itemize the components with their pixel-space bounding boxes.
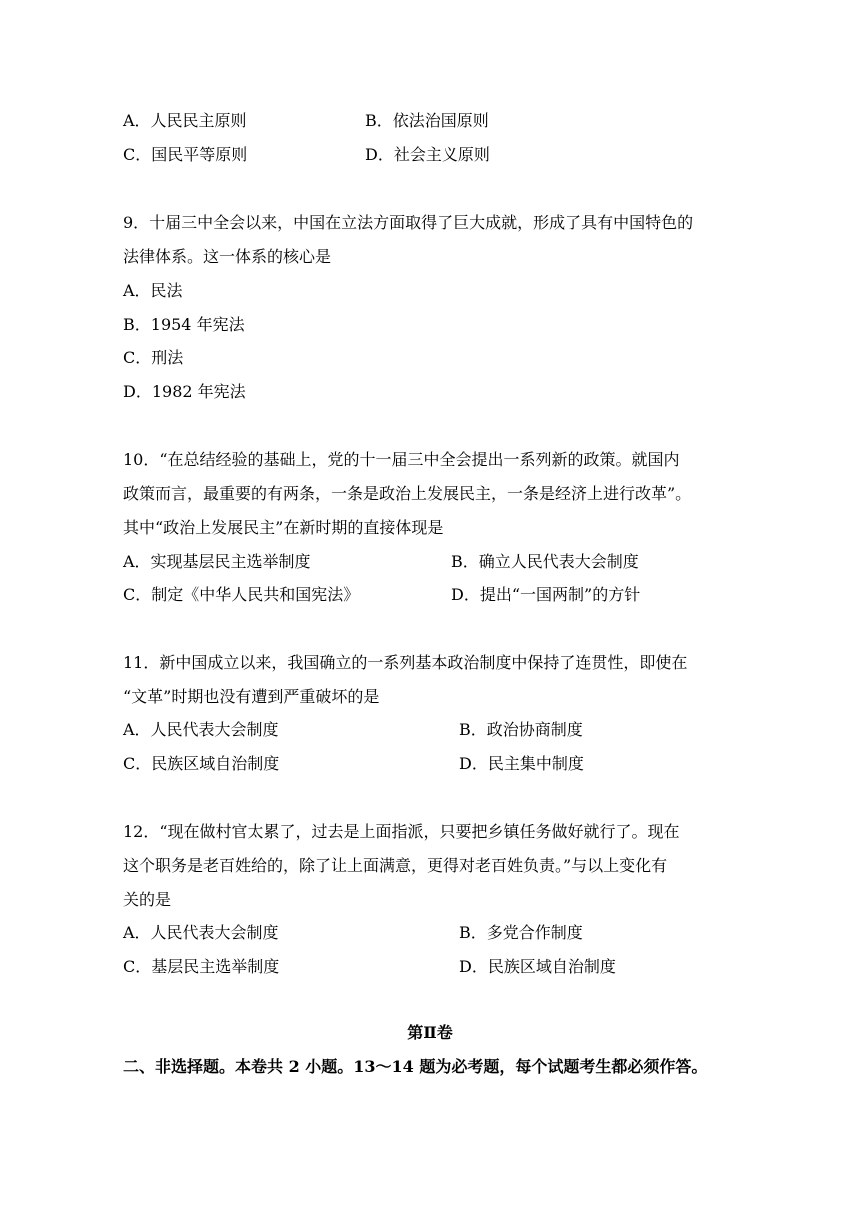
q9-stem-line2: 法律体系。这一体系的核心是 [123,247,332,266]
q10-stem-line2: 政策而言，最重要的有两条，一条是政治上发展民主，一条是经济上进行改革”。 [123,484,692,503]
q10-stem-line3: 其中“政治上发展民主”在新时期的直接体现是 [123,518,444,537]
q10-option-a: A．实现基层民主选举制度 [123,552,311,571]
q12-stem-line2: 这个职务是老百姓给的，除了让上面满意，更得对老百姓负责。”与以上变化有 [123,856,668,875]
q11-stem-line2: “文革”时期也没有遭到严重破坏的是 [123,687,380,706]
q9-option-a: A．民法 [123,281,183,300]
q12-stem-line1: 12．“现在做村官太累了，过去是上面指派，只要把乡镇任务做好就行了。现在 [123,822,680,841]
q12-option-c: C．基层民主选举制度 [123,957,280,976]
q8-option-a: A．人民民主原则 [123,111,247,130]
q12-option-a: A．人民代表大会制度 [123,923,279,942]
q8-option-d: D．社会主义原则 [365,145,490,164]
q9-option-d: D．1982 年宪法 [123,382,246,401]
q12-stem-line3: 关的是 [123,890,172,909]
q9-option-b: B．1954 年宪法 [123,315,245,334]
q8-option-b: B．依法治国原则 [365,111,489,130]
part2-instruction: 二、非选择题。本卷共 2 小题。13～14 题为必考题，每个试题考生都必须作答。 [123,1057,708,1076]
q10-option-d: D．提出“一国两制”的方针 [451,585,641,604]
q11-stem-line1: 11．新中国成立以来，我国确立的一系列基本政治制度中保持了连贯性，即使在 [123,653,688,672]
q10-stem-line1: 10．“在总结经验的基础上，党的十一届三中全会提出一系列新的政策。就国内 [123,450,680,469]
q9-option-c: C．刑法 [123,348,184,367]
q9-stem-line1: 9．十届三中全会以来，中国在立法方面取得了巨大成就，形成了具有中国特色的 [123,213,694,232]
q10-option-b: B．确立人民代表大会制度 [451,552,639,571]
q11-option-b: B．政治协商制度 [459,720,583,739]
q12-option-b: B．多党合作制度 [459,923,583,942]
q10-option-c: C．制定《中华人民共和国宪法》 [123,585,360,604]
q8-option-c: C．国民平等原则 [123,145,248,164]
q11-option-c: C．民族区域自治制度 [123,754,280,773]
part2-title: 第Ⅱ卷 [407,1023,453,1042]
q11-option-d: D．民主集中制度 [459,754,584,773]
q11-option-a: A．人民代表大会制度 [123,720,279,739]
q12-option-d: D．民族区域自治制度 [459,957,616,976]
